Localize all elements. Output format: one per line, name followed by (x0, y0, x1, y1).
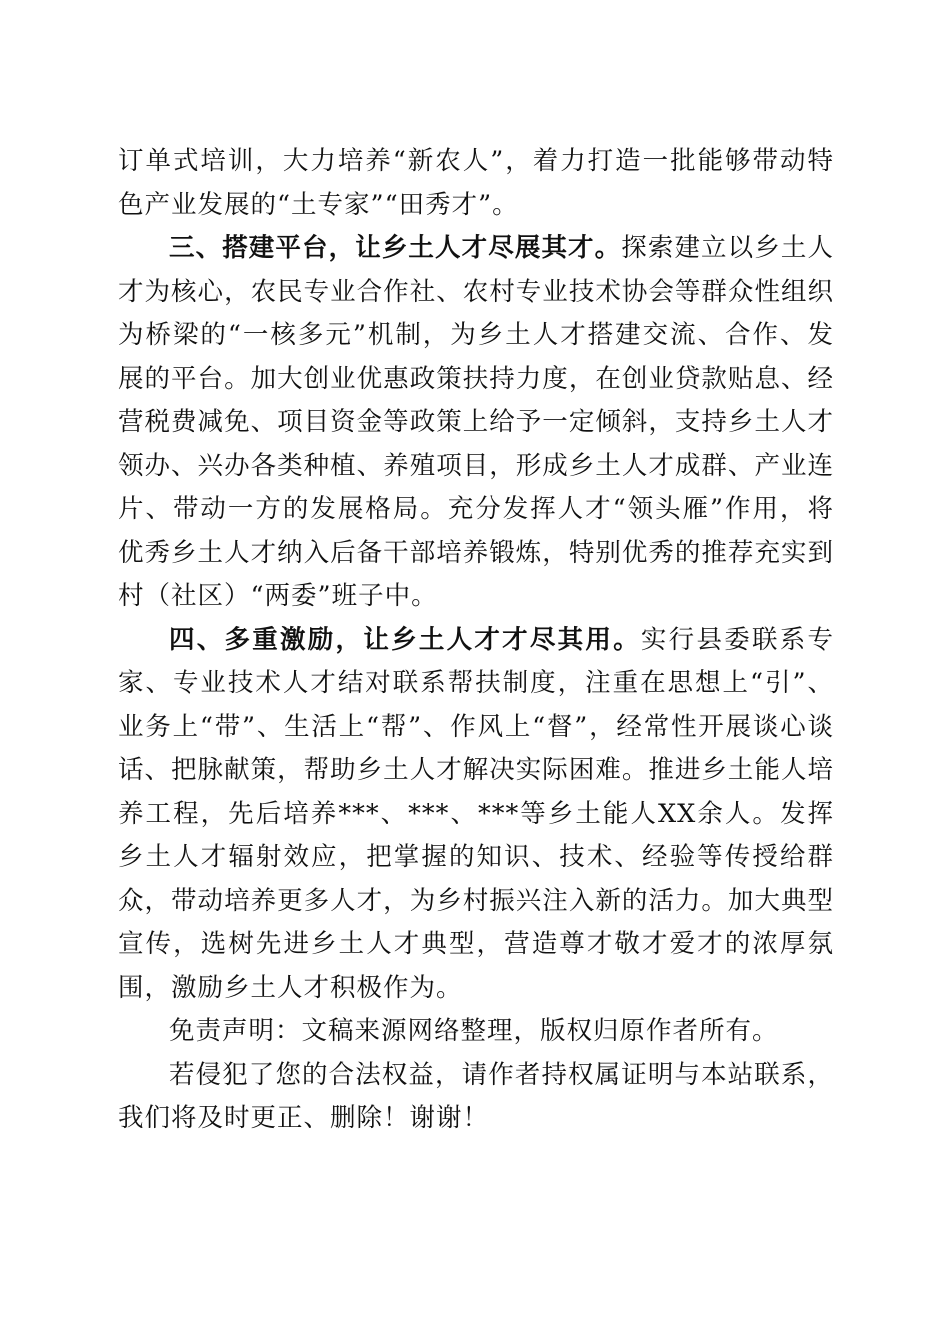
document-body (118, 140, 834, 1141)
disclaimer-line-1: 免责声明：文稿来源网络整理，版权归原作者所有。 (169, 1016, 779, 1046)
section-four-heading: 四、多重激励，让乡土人才才尽其用。 (169, 624, 641, 655)
section-four-paragraph (118, 619, 834, 1011)
disclaimer-line-2: 若侵犯了您的合法权益，请作者持权属证明与本站联系，我们将及时更正、删除！谢谢！ (118, 1059, 834, 1133)
section-three-body: 探索建立以乡土人才为核心，农民专业合作社、农村专业技术协会等群众性组织为桥梁的“一核多元”机制，为乡土人才搭建交流、合作、发展的平台。加大创业优惠政策扶持力度，在创业贷款贴息、经营税费减免、项目资金等政策上给予一定倾斜，支持乡土人才领办、兴办各类种植、养殖项目，形成乡土人才成群、产业连片、带动一方的发展格局。充分发挥人才“领头雁”作用，将优秀乡土人才纳入后备干部培养锻炼，特别优秀的推荐充实到村（社区）“两委”班子中。 (118, 233, 834, 611)
paragraph-continuation (118, 140, 834, 227)
section-three-heading: 三、搭建平台，让乡土人才尽展其才。 (169, 233, 622, 263)
paragraph-body: 订单式培训，大力培养“新农人”，着力打造一批能够带动特色产业发展的“土专家”“田秀才”。 (118, 146, 834, 220)
section-four-body: 实行县委联系专家、专业技术人才结对联系帮扶制度，注重在思想上“引”、业务上“带”、生活上“帮”、作风上“督”，经常性开展谈心谈话、把脉献策，帮助乡土人才解决实际困难。推进乡土能人培养工程，先后培养***、***、***等乡土能人XX余人。发挥乡土人才辐射效应，把掌握的知识、技术、经验等传授给群众，带动培养更多人才，为乡村振兴注入新的活力。加大典型宣传，选树先进乡土人才典型，营造尊才敬才爱才的浓厚氛围，激励乡土人才积极作为。 (118, 624, 834, 1003)
section-three-paragraph (118, 227, 834, 619)
